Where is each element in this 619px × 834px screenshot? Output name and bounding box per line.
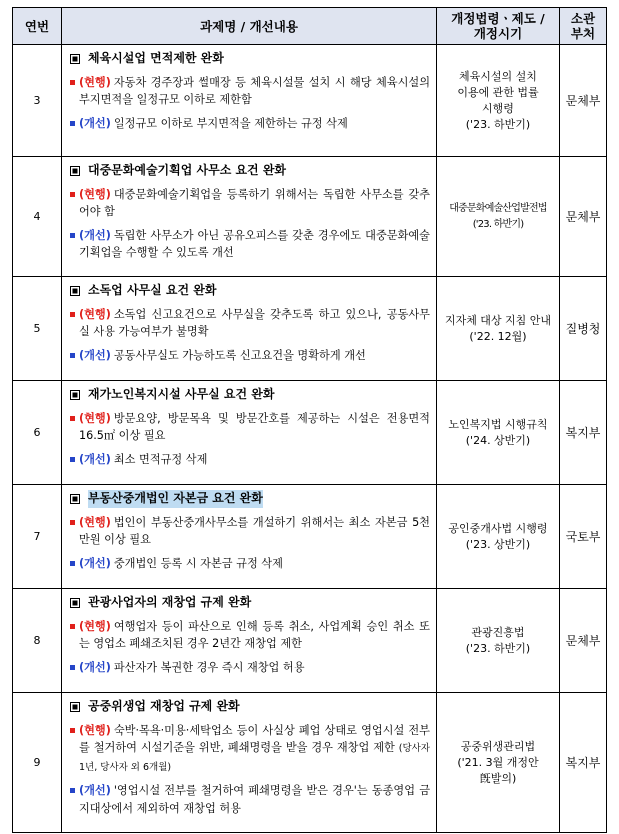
row-number: 4: [13, 157, 62, 277]
header-task: 과제명 / 개선내용: [62, 8, 437, 45]
law-line: 노인복지법 시행규칙: [448, 417, 548, 431]
improved-tag: (개선): [79, 660, 111, 674]
law-line: 이용에 관한 법률: [457, 85, 539, 99]
dept-cell: 문체부: [560, 589, 607, 693]
table-row: [13, 589, 607, 693]
blue-square-bullet-icon: [70, 121, 75, 126]
law-line: ('22. 12월): [469, 329, 527, 343]
table-row: [13, 157, 607, 277]
law-line: 대중문화예술산업발전법: [449, 202, 547, 214]
current-paragraph: [70, 186, 430, 221]
task-title: 공중위생업 재창업 규제 완화: [70, 698, 430, 716]
regulation-table: [12, 7, 607, 833]
task-title: 재가노인복지시설 사무실 요건 완화: [70, 386, 430, 404]
current-text: 법인이 부동산중개사무소를 개설하기 위해서는 최소 자본금 5천만원 이상 필요: [79, 515, 430, 546]
current-tag: (현행): [79, 307, 111, 321]
header-no: 연번: [13, 8, 62, 45]
law-line: 旣발의): [479, 771, 517, 785]
row-number: 5: [13, 277, 62, 381]
dept-cell: 국토부: [560, 485, 607, 589]
law-cell: [437, 157, 560, 277]
red-square-bullet-icon: [70, 416, 75, 421]
improved-paragraph: [70, 451, 430, 469]
checkbox-square-icon: [70, 494, 80, 504]
header-row: [13, 8, 607, 45]
highlighted-title: 부동산중개법인 자본금 요건 완화: [88, 490, 263, 508]
table-row: [13, 485, 607, 589]
improved-text: 공동사무실도 가능하도록 신고요건을 명확하게 개선: [113, 348, 366, 362]
table-row: [13, 277, 607, 381]
improved-text: '영업시설 전부를 철거하여 폐쇄명령을 받은 경우'는 동종영업 금지대상에서 제외하여 재창업 허용: [79, 784, 430, 815]
current-paragraph: [70, 306, 430, 341]
row-content: [62, 589, 437, 693]
law-cell: [437, 693, 560, 833]
improved-paragraph: [70, 555, 430, 573]
law-line: ('23. 상반기): [465, 537, 531, 551]
improved-text: 독립한 사무소가 아닌 공유오피스를 갖춘 경우에도 대중문화예술기획업을 수행할 수 있도록 개선: [79, 228, 430, 259]
task-title: 관광사업자의 재창업 규제 완화: [70, 594, 430, 612]
blue-square-bullet-icon: [70, 665, 75, 670]
blue-square-bullet-icon: [70, 561, 75, 566]
dept-cell: 질병청: [560, 277, 607, 381]
improved-tag: (개선): [79, 452, 111, 466]
red-square-bullet-icon: [70, 80, 75, 85]
header-dept-line2: 부처: [570, 26, 596, 41]
checkbox-square-icon: [70, 166, 80, 176]
current-tag: (현행): [79, 187, 111, 201]
dept-cell: 문체부: [560, 157, 607, 277]
improved-paragraph: [70, 782, 430, 817]
task-title: [70, 490, 430, 508]
improved-paragraph: [70, 227, 430, 262]
blue-square-bullet-icon: [70, 788, 75, 793]
law-line: ('23. 하반기): [465, 641, 531, 655]
improved-text: 중개법인 등록 시 자본금 규정 삭제: [113, 556, 283, 570]
dept-cell: 복지부: [560, 693, 607, 833]
current-paragraph: [70, 74, 430, 109]
current-paragraph: [70, 618, 430, 653]
task-title: 체육시설업 면적제한 완화: [70, 50, 430, 68]
law-line: 공중위생관리법: [460, 739, 536, 753]
blue-square-bullet-icon: [70, 457, 75, 462]
current-note: (당사자 1년, 당사자 외 6개월): [79, 743, 430, 773]
blue-square-bullet-icon: [70, 233, 75, 238]
row-content: [62, 157, 437, 277]
task-title: 소독업 사무실 요건 완화: [70, 282, 430, 300]
table-row: [13, 381, 607, 485]
red-square-bullet-icon: [70, 520, 75, 525]
row-content: [62, 381, 437, 485]
row-content: [62, 485, 437, 589]
law-line: ('24. 상반기): [465, 433, 531, 447]
law-cell: [437, 45, 560, 157]
law-line: ('21. 3월 개정안: [457, 755, 539, 769]
current-text: 방문요양, 방문목욕 및 방문간호를 제공하는 시설은 전용면적 16.5㎡ 이상 필요: [79, 411, 430, 442]
checkbox-square-icon: [70, 286, 80, 296]
current-tag: (현행): [79, 411, 111, 425]
row-number: 9: [13, 693, 62, 833]
improved-tag: (개선): [79, 116, 111, 130]
current-tag: (현행): [79, 515, 111, 529]
improved-tag: (개선): [79, 556, 111, 570]
law-line: 관광진흥법: [471, 625, 525, 639]
dept-cell: 문체부: [560, 45, 607, 157]
task-title: 대중문화예술기획업 사무소 요건 완화: [70, 162, 430, 180]
table-row: [13, 693, 607, 833]
improved-paragraph: [70, 659, 430, 677]
row-content: [62, 693, 437, 833]
law-cell: [437, 381, 560, 485]
improved-paragraph: [70, 115, 430, 133]
header-dept-line1: 소관: [570, 11, 596, 26]
table-row: [13, 45, 607, 157]
row-number: 6: [13, 381, 62, 485]
improved-text: 일정규모 이하로 부지면적을 제한하는 규정 삭제: [113, 116, 348, 130]
improved-text: 최소 면적규정 삭제: [113, 452, 208, 466]
row-number: 7: [13, 485, 62, 589]
header-dept: [560, 8, 607, 45]
red-square-bullet-icon: [70, 312, 75, 317]
current-tag: (현행): [79, 723, 111, 737]
law-line: 공인중개사법 시행령: [448, 521, 548, 535]
law-line: ('23. 하반기): [472, 218, 524, 230]
row-number: 3: [13, 45, 62, 157]
improved-paragraph: [70, 347, 430, 365]
law-line: 시행령: [482, 101, 514, 115]
row-number: 8: [13, 589, 62, 693]
current-tag: (현행): [79, 619, 111, 633]
current-tag: (현행): [79, 75, 111, 89]
current-paragraph: [70, 514, 430, 549]
blue-square-bullet-icon: [70, 353, 75, 358]
row-content: [62, 277, 437, 381]
current-text: 대중문화예술기획업을 등록하기 위해서는 독립한 사무소를 갖추어야 함: [79, 187, 430, 218]
red-square-bullet-icon: [70, 728, 75, 733]
law-line: ('23. 하반기): [465, 117, 531, 131]
current-paragraph: [70, 410, 430, 445]
law-line: 체육시설의 설치: [459, 69, 537, 83]
checkbox-square-icon: [70, 390, 80, 400]
law-cell: [437, 485, 560, 589]
current-text: 여행업자 등이 파산으로 인해 등록 취소, 사업계획 승인 취소 또는 영업소 폐쇄조치된 경우 2년간 재창업 제한: [79, 619, 430, 650]
law-cell: [437, 277, 560, 381]
header-law-line2: 개정시기: [473, 26, 523, 41]
header-law-line1: 개정법령ㆍ제도 /: [451, 11, 545, 26]
current-paragraph: [70, 722, 430, 777]
row-content: [62, 45, 437, 157]
improved-tag: (개선): [79, 228, 111, 242]
law-cell: [437, 589, 560, 693]
checkbox-square-icon: [70, 54, 80, 64]
red-square-bullet-icon: [70, 624, 75, 629]
current-text: 소독업 신고요건으로 사무실을 갖추도록 하고 있으나, 공동사무실 사용 가능여부가 불명확: [79, 307, 430, 338]
improved-tag: (개선): [79, 348, 111, 362]
checkbox-square-icon: [70, 598, 80, 608]
header-law: [437, 8, 560, 45]
checkbox-square-icon: [70, 702, 80, 712]
red-square-bullet-icon: [70, 192, 75, 197]
current-text: 숙박·목욕·미용·세탁업소 등이 사실상 폐업 상태로 영업시설 전부를 철거하여 시설기준을 위반, 폐쇄명령을 받을 경우 재창업 제한: [79, 723, 430, 754]
law-line: 지자체 대상 지침 안내: [444, 313, 552, 327]
improved-text: 파산자가 복권한 경우 즉시 재창업 허용: [113, 660, 305, 674]
current-text: 자동차 경주장과 썰매장 등 체육시설물 설치 시 해당 체육시설의 부지면적을 일정규모 이하로 제한함: [79, 75, 430, 106]
improved-tag: (개선): [79, 784, 111, 797]
regulation-table-wrapper: [12, 7, 606, 833]
dept-cell: 복지부: [560, 381, 607, 485]
